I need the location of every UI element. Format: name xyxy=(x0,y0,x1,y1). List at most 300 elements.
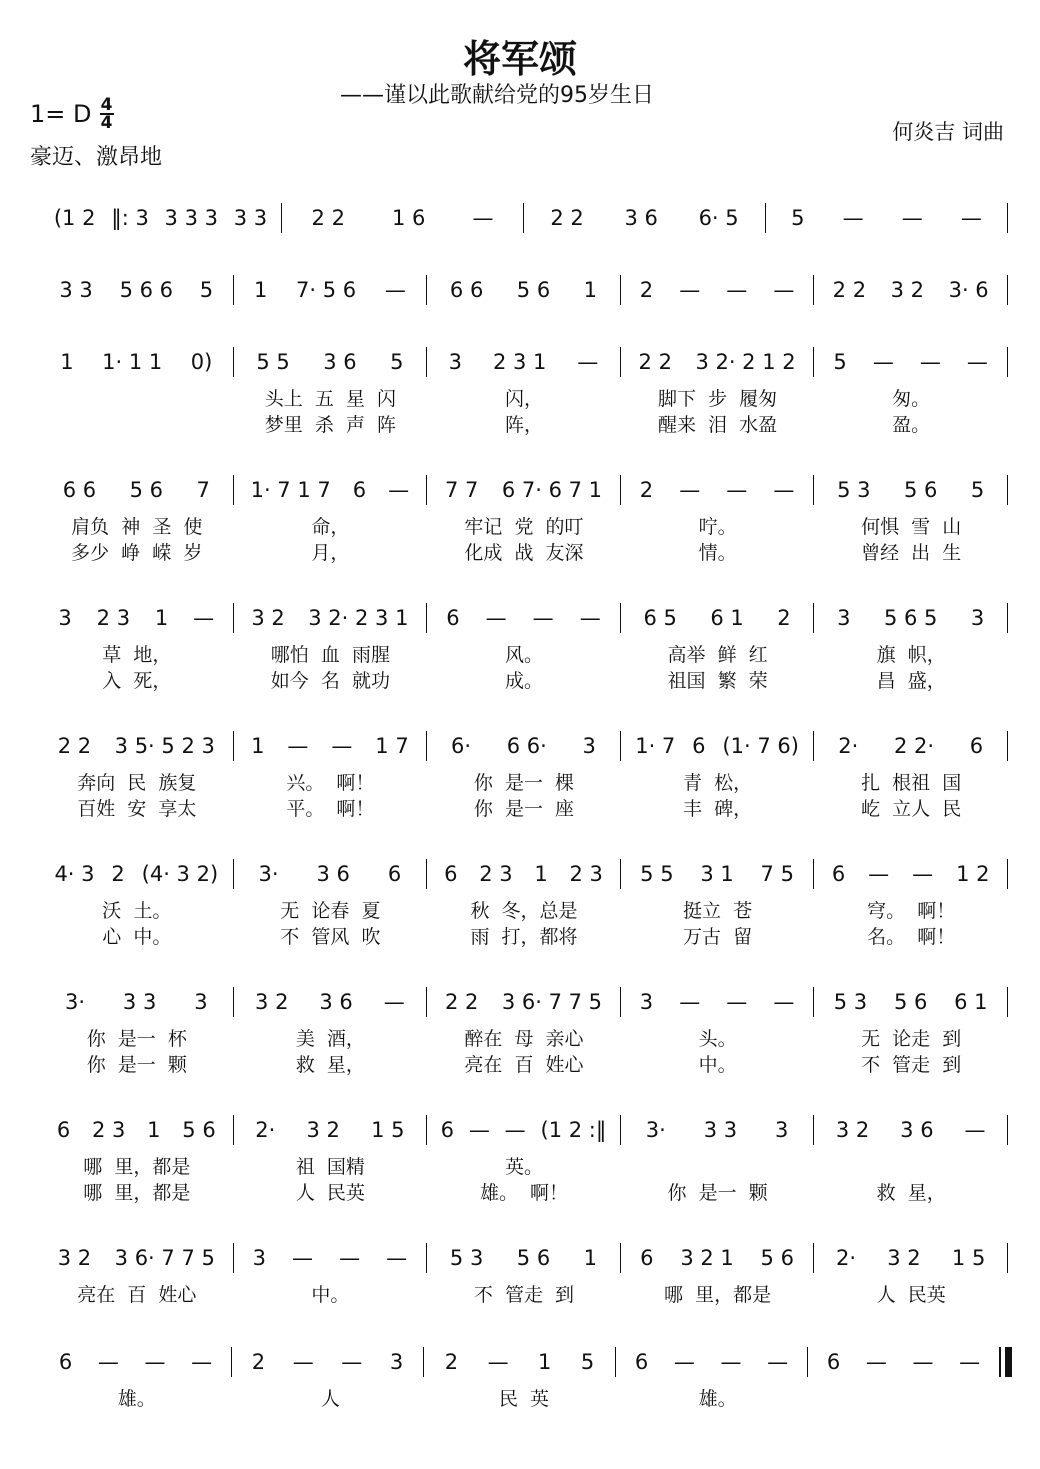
note: 5 3 xyxy=(833,990,868,1014)
note: 1 xyxy=(583,1246,598,1270)
note: — xyxy=(842,206,864,230)
note: — xyxy=(773,278,795,302)
composer-credit: 何炎吉 词曲 xyxy=(892,120,1004,144)
measure xyxy=(427,340,620,384)
lyric-segment: 哪 里，都是 xyxy=(83,1155,191,1178)
note: 3 6 xyxy=(323,350,357,374)
lyric-segment: 你 是一 座 xyxy=(473,797,575,820)
time-signature-bottom: 4 xyxy=(100,113,113,133)
note: — xyxy=(331,734,353,758)
score-system xyxy=(40,340,1008,436)
note: 5 3 xyxy=(449,1246,484,1270)
lyric-line xyxy=(40,1050,1008,1076)
lyric-segment: 平。 啊！ xyxy=(286,797,375,820)
note: 2 3 xyxy=(479,862,513,886)
lyric-segment: 你 是一 颗 xyxy=(86,1053,187,1076)
score-system xyxy=(40,1236,1008,1306)
lyric-segment: 沃 土。 xyxy=(102,899,172,922)
note: 2· xyxy=(838,734,859,758)
score-system xyxy=(40,852,1008,948)
key-label: 1= D xyxy=(30,100,92,128)
lyric-segment: 风。 xyxy=(504,643,543,666)
note: 3· xyxy=(258,862,279,886)
note: — xyxy=(468,1118,490,1142)
barline xyxy=(1007,859,1008,889)
lyric-segment: 哪 里，都是 xyxy=(83,1181,191,1204)
note: — xyxy=(726,278,748,302)
note: 5 xyxy=(199,278,214,302)
note: 6 xyxy=(352,478,367,502)
lyric-segment: 雄。 啊！ xyxy=(479,1181,569,1204)
note: 3· xyxy=(645,1118,666,1142)
note: 3 2 xyxy=(890,278,925,302)
note: 3 2 1 xyxy=(680,1246,734,1270)
lyric-segment: 昌 盛， xyxy=(876,669,946,692)
lyric-segment: 人 民英 xyxy=(295,1181,365,1204)
lyric-segment: 亮在 百 姓心 xyxy=(464,1053,584,1076)
note: 2 xyxy=(111,862,125,886)
note: (4· 3 2) xyxy=(141,862,219,886)
note: 2· xyxy=(255,1118,276,1142)
measure xyxy=(40,980,233,1024)
measure xyxy=(814,596,1007,640)
measure xyxy=(621,268,814,312)
lyric-segment: 入 死， xyxy=(102,669,172,692)
measure xyxy=(814,980,1007,1024)
note: — xyxy=(97,1350,119,1374)
barline xyxy=(1007,347,1008,377)
measure xyxy=(766,196,1007,240)
note: (1 2 :‖ xyxy=(540,1118,607,1142)
barline xyxy=(1007,603,1008,633)
note: 6 xyxy=(634,1350,649,1374)
lyric-segment: 民 英 xyxy=(498,1387,550,1410)
note: 1 xyxy=(60,350,74,374)
score-system xyxy=(40,196,1008,240)
note: 5 6 xyxy=(516,278,551,302)
measure xyxy=(40,596,233,640)
lyric-segment: 秋 冬，总是 xyxy=(470,899,578,922)
note: 6 xyxy=(440,1118,454,1142)
lyric-line xyxy=(40,538,1008,564)
note: 2 xyxy=(444,1350,459,1374)
lyric-line xyxy=(40,896,1008,922)
lyric-segment: 救 星， xyxy=(295,1053,365,1076)
lyric-segment: 脚下 步 履匆 xyxy=(657,387,778,410)
song-subtitle: ——谨以此歌献给党的95岁生日 xyxy=(340,83,654,108)
lyric-segment: 闪， xyxy=(504,387,543,410)
measure xyxy=(621,980,814,1024)
lyric-segment: 祖 国精 xyxy=(295,1155,365,1178)
lyric-line xyxy=(40,768,1008,794)
lyric-segment: 肩负 神 圣 使 xyxy=(71,515,203,538)
measure xyxy=(427,980,620,1024)
note: 3 2 xyxy=(57,1246,92,1270)
measure xyxy=(234,724,427,768)
note: 5 6 5 xyxy=(883,606,938,630)
note: 3 6 xyxy=(319,990,353,1014)
lyric-line xyxy=(40,512,1008,538)
measure xyxy=(234,852,427,896)
lyric-line xyxy=(40,1024,1008,1050)
measure xyxy=(427,724,620,768)
note: — xyxy=(872,350,894,374)
note: 1 xyxy=(154,606,169,630)
note: 3 2 xyxy=(887,1246,921,1270)
measure xyxy=(234,468,427,512)
note: 3 6· 7 7 5 xyxy=(114,1246,215,1270)
note: 3 6 xyxy=(900,1118,934,1142)
lyric-segment: 如今 名 就功 xyxy=(270,669,390,692)
measure xyxy=(621,724,814,768)
barline xyxy=(1007,731,1008,761)
score-system xyxy=(40,468,1008,564)
barline xyxy=(1007,1115,1008,1145)
note: 5 3 xyxy=(837,478,871,502)
lyric-line xyxy=(40,666,1008,692)
measure xyxy=(40,196,281,240)
lyric-segment: 咛。 xyxy=(698,515,737,538)
note: 3 3 xyxy=(703,1118,738,1142)
note: 6 xyxy=(446,606,460,630)
notes-line xyxy=(40,724,1008,768)
lyric-segment: 匆。 xyxy=(892,387,931,410)
lyric-segment: 哪怕 血 雨腥 xyxy=(270,643,390,666)
note: — xyxy=(679,990,701,1014)
note: — xyxy=(292,1350,314,1374)
note: — xyxy=(966,350,988,374)
lyric-segment: 中。 xyxy=(698,1053,737,1076)
note: 7 xyxy=(196,478,210,502)
note: — xyxy=(960,206,982,230)
lyric-segment: 人 xyxy=(320,1387,340,1410)
lyric-segment: 心 中。 xyxy=(102,925,172,948)
score-system xyxy=(40,596,1008,692)
note: 4· 3 xyxy=(54,862,95,886)
lyric-line xyxy=(40,1178,1008,1204)
barline xyxy=(999,1347,1008,1377)
measure xyxy=(814,340,1007,384)
lyric-line xyxy=(40,794,1008,820)
measure xyxy=(234,1108,427,1152)
lyric-segment: 头。 xyxy=(698,1027,737,1050)
measure xyxy=(621,1236,814,1280)
note: 3 xyxy=(582,734,596,758)
note: — xyxy=(673,1350,695,1374)
lyric-line xyxy=(40,410,1008,436)
note: — xyxy=(532,606,554,630)
measure xyxy=(814,724,1007,768)
note: 5 xyxy=(390,350,404,374)
notes-line xyxy=(40,340,1008,384)
note: ‖: 3 xyxy=(111,206,149,230)
score-system xyxy=(40,1340,1008,1410)
note: — xyxy=(504,1118,526,1142)
note: 3 xyxy=(389,1350,404,1374)
note: — xyxy=(388,478,410,502)
note: 6 xyxy=(831,862,846,886)
note: 5 6 6 xyxy=(119,278,174,302)
note: 1· 7 1 7 xyxy=(250,478,331,502)
lyric-segment: 不 管风 吹 xyxy=(280,925,381,948)
note: 3 3 3 xyxy=(164,206,218,230)
note: — xyxy=(726,478,748,502)
note: 3 5· 5 2 3 xyxy=(114,734,215,758)
note: 5 6 xyxy=(129,478,164,502)
note: — xyxy=(384,278,406,302)
note: 2 xyxy=(639,478,654,502)
note: 5 xyxy=(580,1350,595,1374)
note: 1 7 xyxy=(375,734,409,758)
measure xyxy=(424,1340,615,1384)
measure xyxy=(40,852,233,896)
lyric-segment: 万古 留 xyxy=(683,925,753,948)
note: 7 5 xyxy=(760,862,794,886)
lyric-segment: 何惧 雪 山 xyxy=(861,515,962,538)
note: 3 2· 2 1 2 xyxy=(695,350,796,374)
tempo-marking: 豪迈、激昂地 xyxy=(30,145,163,170)
score-system xyxy=(40,268,1008,312)
lyric-segment: 青 松， xyxy=(683,771,753,794)
note: 3 2 xyxy=(255,990,289,1014)
note: 2 2 xyxy=(550,206,584,230)
note: 2 2 xyxy=(832,278,867,302)
note: — xyxy=(485,606,507,630)
lyric-segment: 草 地， xyxy=(102,643,172,666)
note: 2 2· xyxy=(893,734,935,758)
lyric-line xyxy=(40,384,1008,410)
notes-line xyxy=(40,596,1008,640)
barline xyxy=(1007,203,1008,233)
measure xyxy=(814,268,1007,312)
note: 6 xyxy=(692,734,706,758)
note: — xyxy=(579,606,601,630)
score-system xyxy=(40,724,1008,820)
measure xyxy=(524,196,765,240)
measure xyxy=(427,596,620,640)
note: 3 2 xyxy=(251,606,285,630)
note: 5 xyxy=(791,206,805,230)
note: 2 3 1 xyxy=(492,350,547,374)
lyric-segment: 哪 里，都是 xyxy=(664,1283,772,1306)
note: 6 5 xyxy=(643,606,677,630)
lyric-segment: 牢记 党 的叮 xyxy=(464,515,584,538)
notes-line xyxy=(40,1108,1008,1152)
note: 5 6 xyxy=(182,1118,216,1142)
note: — xyxy=(865,1350,887,1374)
note: 2 xyxy=(777,606,791,630)
note: — xyxy=(339,1246,361,1270)
note: — xyxy=(919,350,941,374)
note: 1 2 xyxy=(956,862,990,886)
note: — xyxy=(679,478,701,502)
measure xyxy=(814,1108,1007,1152)
note: 2 2 xyxy=(57,734,92,758)
lyric-segment: 救 星， xyxy=(876,1181,946,1204)
measure xyxy=(621,1108,814,1152)
lyric-segment: 扎 根祖 国 xyxy=(861,771,962,794)
note: 2· xyxy=(835,1246,857,1270)
lyric-segment: 化成 战 友深 xyxy=(464,541,584,564)
song-title: 将军颂 xyxy=(462,37,577,81)
measure xyxy=(427,852,620,896)
note: — xyxy=(577,350,599,374)
time-signature xyxy=(100,95,114,133)
note: — xyxy=(191,1350,213,1374)
note: 3 3 xyxy=(233,206,268,230)
note: 2 2 xyxy=(311,206,345,230)
lyric-segment: 人 民英 xyxy=(876,1283,946,1306)
lyric-line xyxy=(40,1280,1008,1306)
note: 6 7· 6 7 1 xyxy=(501,478,603,502)
lyric-segment: 祖国 繁 荣 xyxy=(667,669,768,692)
note: 1· 1 1 xyxy=(102,350,163,374)
note: 3 xyxy=(194,990,208,1014)
lyric-segment: 名。 啊！ xyxy=(867,925,956,948)
lyric-segment: 你 是一 杯 xyxy=(86,1027,187,1050)
note: 7 7 xyxy=(444,478,479,502)
note: 6 6 xyxy=(449,278,484,302)
lyric-segment: 高举 鲜 红 xyxy=(667,643,768,666)
note: 3 1 xyxy=(700,862,734,886)
note: 6 xyxy=(56,1118,71,1142)
lyric-segment: 你 是一 颗 xyxy=(667,1181,768,1204)
note: — xyxy=(287,734,309,758)
key-signature xyxy=(30,95,114,133)
note: 3 6· 7 7 5 xyxy=(501,990,603,1014)
barline xyxy=(1007,275,1008,305)
note: 3 6 xyxy=(316,862,350,886)
lyric-segment: 月， xyxy=(311,541,350,564)
lyric-segment: 阵， xyxy=(504,413,543,436)
lyric-segment: 兴。 啊！ xyxy=(286,771,375,794)
lyric-segment: 英。 xyxy=(504,1155,543,1178)
lyric-segment: 挺立 苍 xyxy=(683,899,753,922)
measure xyxy=(427,468,620,512)
note: 6 1 xyxy=(710,606,744,630)
note: 6 xyxy=(826,1350,841,1374)
lyric-segment: 屹 立人 民 xyxy=(861,797,962,820)
lyric-segment: 奔向 民 族复 xyxy=(77,771,197,794)
lyric-segment: 中。 xyxy=(311,1283,350,1306)
note: — xyxy=(679,278,701,302)
lyric-segment: 美 酒， xyxy=(295,1027,365,1050)
barline xyxy=(1007,1243,1008,1273)
note: 3 xyxy=(837,606,851,630)
measure xyxy=(234,340,427,384)
note: 3· xyxy=(64,990,85,1014)
note: 3 2 xyxy=(835,1118,870,1142)
lyric-segment: 雨 打，都将 xyxy=(470,925,578,948)
lyric-segment: 醉在 母 亲心 xyxy=(464,1027,584,1050)
note: 2 xyxy=(639,278,654,302)
note: 3 xyxy=(58,606,72,630)
note: 2 2 xyxy=(444,990,479,1014)
note: (1· 7 6) xyxy=(722,734,799,758)
note: — xyxy=(193,606,215,630)
measure xyxy=(282,196,523,240)
note: 6· xyxy=(451,734,472,758)
note: 3 2· 2 3 1 xyxy=(308,606,409,630)
measure xyxy=(814,852,1007,896)
note: 1 xyxy=(583,278,598,302)
note: 5 xyxy=(833,350,847,374)
notes-line xyxy=(40,468,1008,512)
lyric-segment: 穹。 啊！ xyxy=(867,899,956,922)
lyric-segment: 无 论春 夏 xyxy=(280,899,381,922)
note: — xyxy=(383,990,405,1014)
measure xyxy=(621,852,814,896)
lyric-segment: 头上 五 星 闪 xyxy=(264,387,397,410)
note: — xyxy=(767,1350,789,1374)
lyric-line xyxy=(40,1384,1008,1410)
note: — xyxy=(964,1118,986,1142)
measure xyxy=(40,1340,231,1384)
notes-line xyxy=(40,268,1008,312)
measure xyxy=(814,468,1007,512)
note: 6 6 xyxy=(62,478,97,502)
note: — xyxy=(720,1350,742,1374)
measure xyxy=(234,596,427,640)
measure xyxy=(234,268,427,312)
notes-line xyxy=(40,196,1008,240)
measure xyxy=(427,1108,620,1152)
note: — xyxy=(901,206,923,230)
measure xyxy=(40,1236,233,1280)
note: — xyxy=(341,1350,363,1374)
lyric-line xyxy=(40,1152,1008,1178)
notes-line xyxy=(40,1236,1008,1280)
measure xyxy=(40,268,233,312)
note: 2 2 xyxy=(638,350,672,374)
note: 6· 5 xyxy=(698,206,739,230)
note: 0) xyxy=(190,350,213,374)
lyric-segment: 盈。 xyxy=(892,413,931,436)
note: — xyxy=(144,1350,166,1374)
note: — xyxy=(912,862,934,886)
note: 1 xyxy=(147,1118,161,1142)
lyric-line xyxy=(40,640,1008,666)
note: 6 xyxy=(444,862,458,886)
barline xyxy=(1007,475,1008,505)
measure xyxy=(814,1236,1007,1280)
notes-line xyxy=(40,1340,1008,1384)
note: 7· 5 6 xyxy=(296,278,357,302)
measure xyxy=(40,724,233,768)
note: — xyxy=(773,478,795,502)
note: 5 5 xyxy=(256,350,290,374)
note: — xyxy=(487,1350,509,1374)
measure xyxy=(427,268,620,312)
lyric-segment: 成。 xyxy=(504,669,543,692)
lyric-segment: 百姓 安 享太 xyxy=(77,797,197,820)
measure xyxy=(621,596,814,640)
lyric-segment: 多少 峥 嵘 岁 xyxy=(71,541,203,564)
measure xyxy=(234,980,427,1024)
note: 6 1 xyxy=(954,990,988,1014)
note: 1 xyxy=(534,862,548,886)
note: 3· 6 xyxy=(948,278,989,302)
measure xyxy=(40,340,233,384)
note: 6 xyxy=(640,1246,654,1270)
note: 6 xyxy=(387,862,402,886)
lyric-segment: 情。 xyxy=(698,541,737,564)
note: 3 3 xyxy=(122,990,157,1014)
note: 1 xyxy=(538,1350,552,1374)
lyric-segment: 命， xyxy=(311,515,350,538)
measure xyxy=(616,1340,807,1384)
note: 2 3 xyxy=(569,862,603,886)
